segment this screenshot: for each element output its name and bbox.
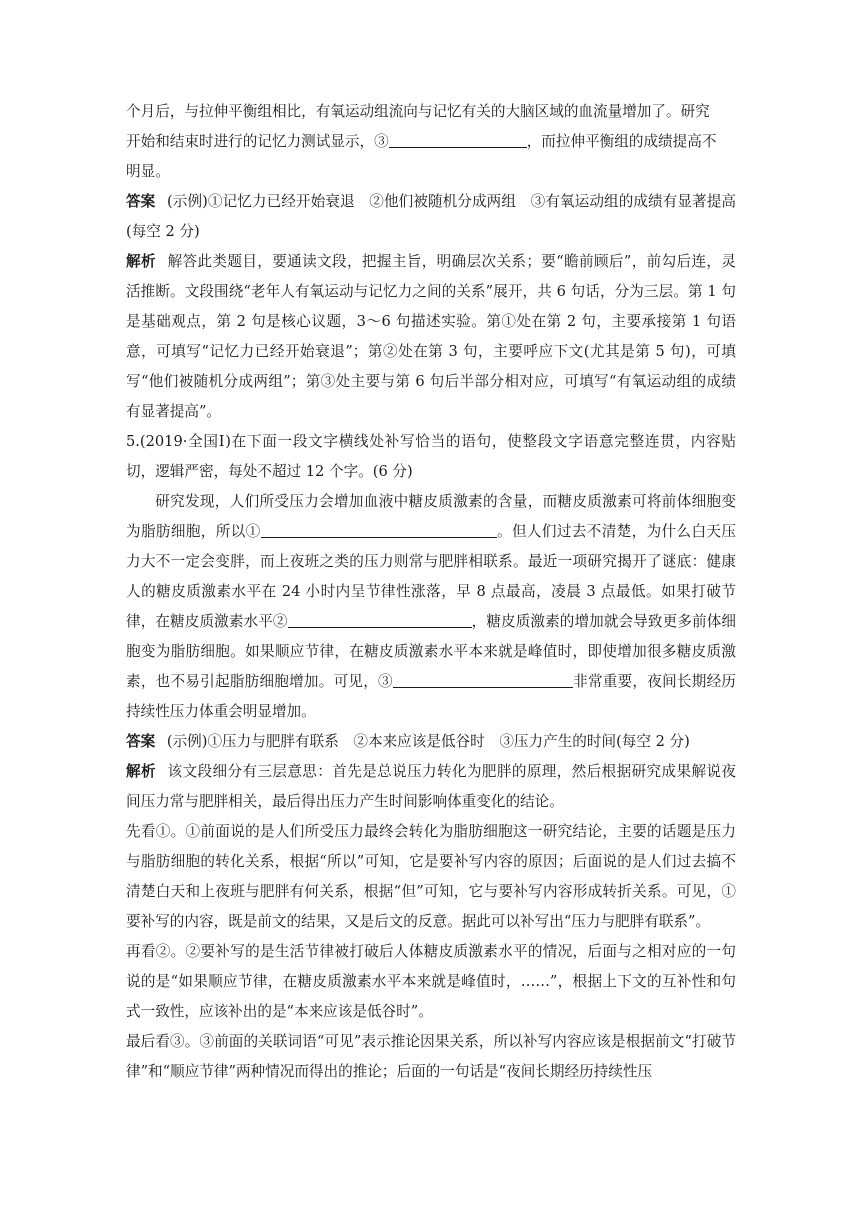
answer-block-2 xyxy=(126,727,736,757)
explanation-label: 解析 xyxy=(126,253,156,270)
analysis-second-text: 再看②。②要补写的是生活节律被打破后人体糖皮质激素水平的情况，后面与之相对应的一句说的是“如果顺应节律，在糖皮质激素水平本来就是峰值时，……”，根据上下文的互补性和句式一致性，应该补出的是“本来应该是低谷时”。 xyxy=(126,943,736,1020)
answer-text: (示例)①压力与肥胖有联系 ②本来应该是低谷时 ③压力产生的时间(每空 2 分) xyxy=(166,733,690,750)
analysis-first-text: 先看①。①前面说的是人们所受压力最终会转化为脂肪细胞这一研究结论，主要的话题是压力与脂肪细胞的转化关系，根据“所以”可知，它是要补写内容的原因；后面说的是人们过去搞不清楚白天和上夜班与肥胖有何关系，根据“但”可知，它与要补写内容形成转折关系。可见，①要补写的内容，既是前文的结果，又是后文的反意。据此可以补写出“压力与肥胖有联系”。 xyxy=(126,823,736,930)
document-page xyxy=(126,97,736,1087)
answer-label: 答案 xyxy=(126,193,156,210)
passage-part-4: 非常重要，夜间长期经历持续性压力体重会明显增加。 xyxy=(126,673,736,720)
passage-line-2a: 开始和结束时进行的记忆力测试显示，③ xyxy=(126,133,389,150)
answer-label: 答案 xyxy=(126,733,156,750)
fill-blank-1 xyxy=(261,519,497,538)
explanation-block-1 xyxy=(126,247,736,427)
passage-part-1: 研究发现，人们所受压力会增加血液中糖皮质激素的含量，而糖皮质激素可将前体细胞变为脂肪细胞，所以① xyxy=(126,493,736,540)
question-5-text: 5.(2019·全国Ⅰ)在下面一段文字横线处补写恰当的语句，使整段文字语意完整连贯，内容贴切，逻辑严密，每处不超过 12 个字。(6 分) xyxy=(126,433,736,480)
question-5 xyxy=(126,427,736,487)
fill-blank-2 xyxy=(288,609,472,628)
explanation-label: 解析 xyxy=(126,763,156,780)
passage-line-2b: ，而拉伸平衡组的成绩提高不 xyxy=(526,133,717,150)
analysis-third xyxy=(126,1027,736,1087)
question-5-passage xyxy=(126,487,736,727)
explanation-block-2 xyxy=(126,757,736,817)
answer-text: (示例)①记忆力已经开始衰退 ②他们被随机分成两组 ③有氧运动组的成绩有显著提高(每空 2 分) xyxy=(126,193,736,240)
answer-block-1 xyxy=(126,187,736,247)
analysis-second xyxy=(126,937,736,1027)
fill-blank-3b xyxy=(393,669,573,688)
explanation-text: 该文段细分有三层意思：首先是总说压力转化为肥胖的原理，然后根据研究成果解说夜间压力常与肥胖相关，最后得出压力产生时间影响体重变化的结论。 xyxy=(126,763,736,810)
analysis-third-text: 最后看③。③前面的关联词语“可见”表示推论因果关系，所以补写内容应该是根据前文“打破节律”和“顺应节律”两种情况而得出的推论；后面的一句话是“夜间长期经历持续性压 xyxy=(126,1033,736,1080)
passage-continuation xyxy=(126,97,736,187)
passage-part-3: ，糖皮质激素的增加就会导致更多前体细胞变为脂肪细胞。如果顺应节律，在糖皮质激素水平本来就是峰值时，即使增加很多糖皮质激素，也不易引起脂肪细胞增加。可见，③ xyxy=(126,613,736,690)
analysis-first xyxy=(126,817,736,937)
fill-blank-3 xyxy=(389,129,527,148)
passage-line-1: 个月后，与拉伸平衡组相比，有氧运动组流向与记忆有关的大脑区域的血流量增加了。研究 xyxy=(126,103,710,120)
passage-line-3: 明显。 xyxy=(126,163,170,180)
explanation-text: 解答此类题目，要通读文段，把握主旨，明确层次关系；要“瞻前顾后”，前勾后连，灵活推断。文段围绕“老年人有氧运动与记忆力之间的关系”展开，共 6 句话，分为三层。第 1 句是基础观点，第 2 句是核心议题，3～6 句描述实验。第①处在第 2 句，主要承接第 1 句语意，可填写“记忆力已经开始衰退”；第②处在第 3 句，主要呼应下文(尤其是第 5 句)，可填写“他们被随机分成两组”；第③处主要与第 6 句后半部分相对应，可填写“有氧运动组的成绩有显著提高”。 xyxy=(126,253,736,420)
passage-part-2: 。但人们过去不清楚，为什么白天压力大不一定会变胖，而上夜班之类的压力则常与肥胖相联系。最近一项研究揭开了谜底：健康人的糖皮质激素水平在 24 小时内呈节律性涨落，早 8 点最高，凌晨 3 点最低。如果打破节律，在糖皮质激素水平② xyxy=(126,523,736,630)
